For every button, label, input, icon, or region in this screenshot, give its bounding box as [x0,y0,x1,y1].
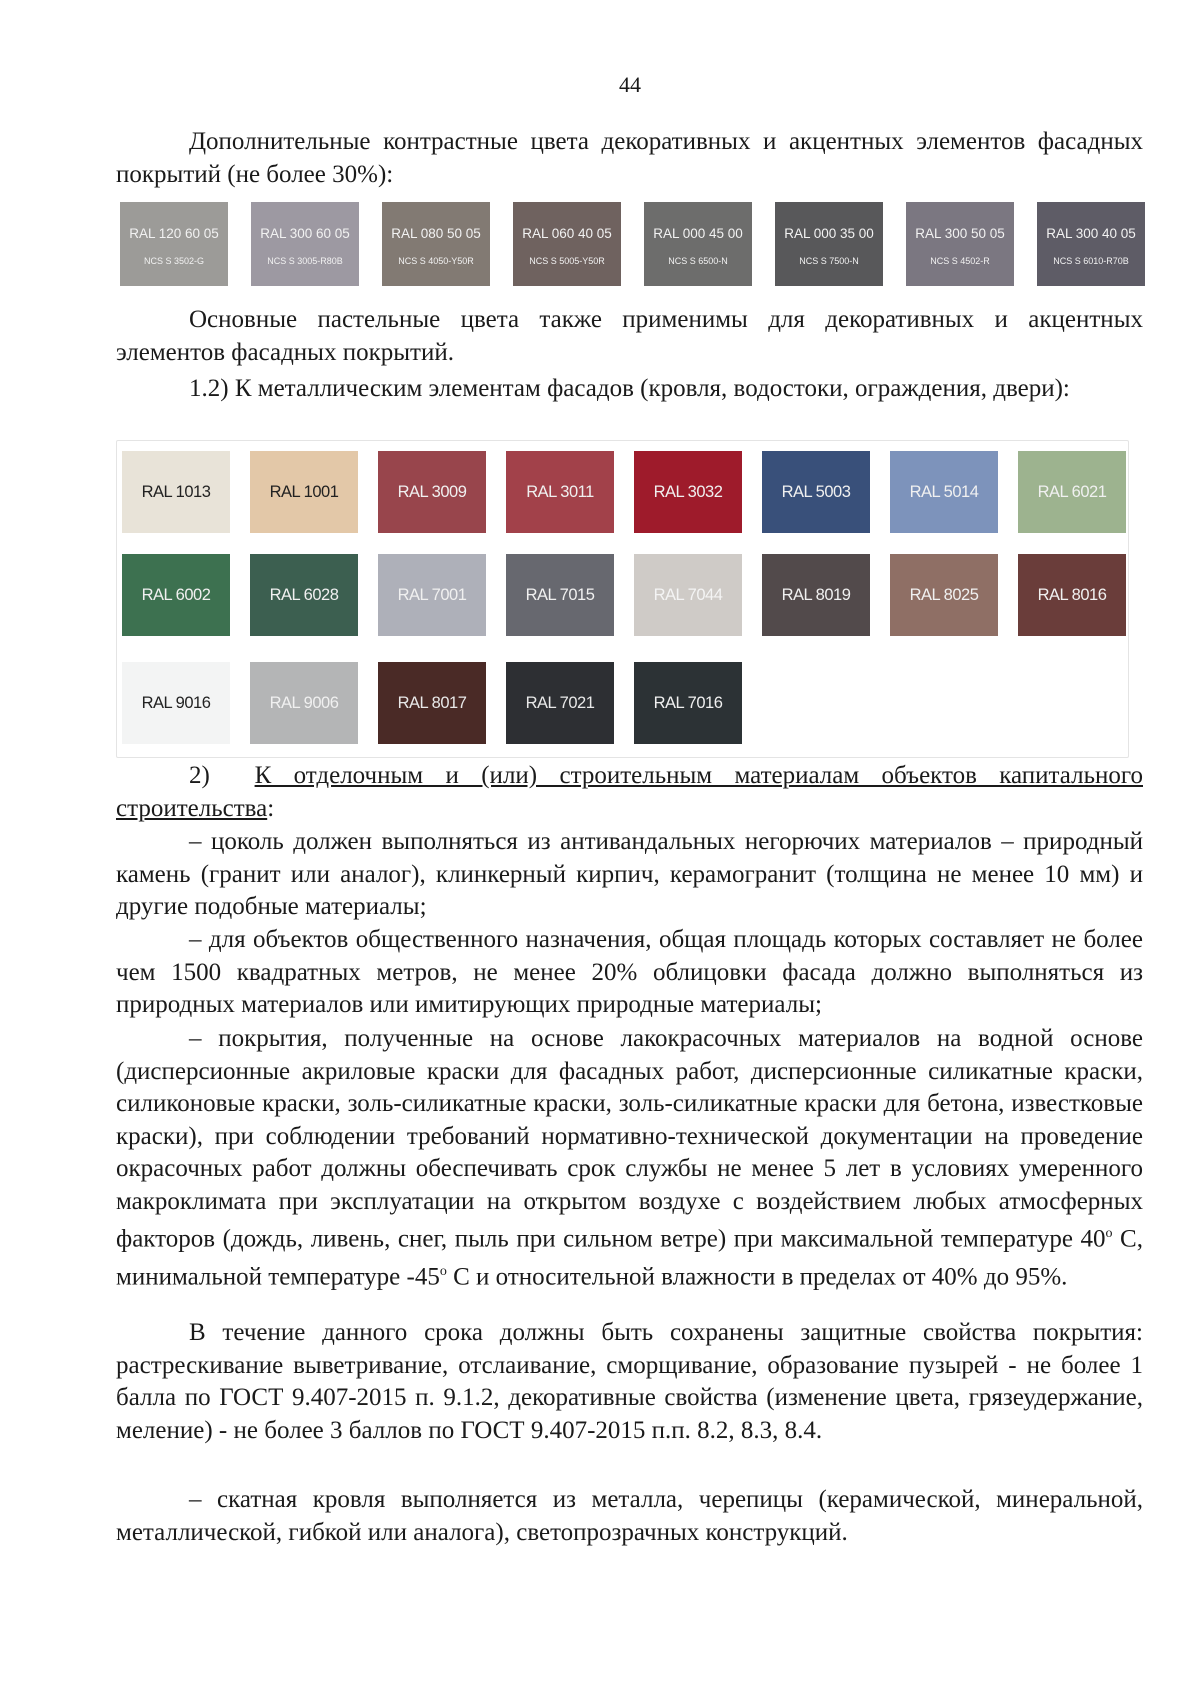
degree-sign-min: o [439,1263,447,1279]
swatch-ncs-code: NCS S 3502-G [143,256,205,266]
swatch-ral-code: RAL 300 40 05 [1046,226,1136,241]
pastel-note: Основные пастельные цвета также применимы для декоративных и акцентных элементов фасадных покрытий. [116,306,1143,366]
metal-swatch: RAL 8016 [1018,554,1126,636]
list-item-plinth: – цоколь должен выполняться из антивандальных негорючих материалов – природный камень (гранит или аналог), клинкерный кирпич, керамогранит (толщина не менее 10 мм) и другие подобные материалы; [116,828,1143,920]
metal-swatch: RAL 1013 [122,451,230,533]
metal-swatch: RAL 7016 [634,662,742,744]
contrast-swatch [513,202,621,286]
protective-properties-paragraph: В течение данного срока должны быть сохранены защитные свойства покрытия: растрескивание выветривание, отслаивание, сморщивание, образование пузырей - не более 1 балла по ГОСТ 9.407-2015 п. 9.1.2, декоративные свойства (изменение цвета, грязеудержание, меление) - не более 3 баллов по ГОСТ 9.407-2015 п.п. 8.2, 8.3, 8.4. [116,1319,1143,1444]
degree-sign-max: o [1105,1226,1113,1241]
metal-swatch: RAL 6002 [122,554,230,636]
swatch-ral-code: RAL 300 60 05 [260,226,350,241]
swatch-ral-code: RAL 000 45 00 [653,226,743,241]
metal-color-palette [116,440,1129,758]
swatch-ncs-code: NCS S 6010-R70B [1053,256,1129,266]
swatch-ncs-code: NCS S 4502-R [930,256,990,266]
contrast-swatch [1037,202,1145,286]
metal-swatch: RAL 5014 [890,451,998,533]
page-number: 44 [619,72,641,97]
contrast-swatch [644,202,752,286]
coatings-text-b: С, минимальной температуре -45 [116,1225,1143,1291]
metal-swatch: RAL 7044 [634,554,742,636]
metal-swatch: RAL 8025 [890,554,998,636]
section-2-colon: : [267,794,275,822]
list-item-roofing: – скатная кровля выполняется из металла, черепицы (керамической, минеральной, металлической, гибкой или аналога), светопрозрачных конструкций. [116,1486,1143,1546]
intro-paragraph: Дополнительные контрастные цвета декоративных и акцентных элементов фасадных покрытий (не более 30%): [116,128,1143,188]
section-2-heading [116,760,1143,825]
contrast-swatch [382,202,490,286]
metal-swatch: RAL 3032 [634,451,742,533]
metal-swatch: RAL 6028 [250,554,358,636]
swatch-ncs-code: NCS S 6500-N [668,256,728,266]
metal-swatch: RAL 7015 [506,554,614,636]
metal-swatch: RAL 3009 [378,451,486,533]
metal-swatch: RAL 3011 [506,451,614,533]
swatch-ral-code: RAL 120 60 05 [129,226,219,241]
contrast-swatch [906,202,1014,286]
section-2-title: К отделочным и (или) строительным материалам объектов капитального строительства [116,762,1143,822]
metal-swatch: RAL 9016 [122,662,230,744]
swatch-ncs-code: NCS S 4050-Y50R [398,256,474,266]
coatings-text-a: – покрытия, полученные на основе лакокрасочных материалов на водной основе (дисперсионные акриловые краски для фасадных работ, дисперсионные силикатные краски, силиконовые краски, золь-силикатные краски, золь-силикатные краски для бетона, известковые краски), при соблюдении требований нормативно-технической документации на проведение окрасочных работ должны обеспечивать срок службы не менее 5 лет в условиях умеренного макроклимата при эксплуатации на открытом воздухе с воздействием любых атмосферных факторов (дождь, ливень, снег, пыль при сильном ветре) при максимальной температуре 40 [116,1025,1143,1253]
metal-swatch: RAL 6021 [1018,451,1126,533]
contrast-swatch [251,202,359,286]
contrast-swatch [775,202,883,286]
metal-elements-heading: 1.2) К металлическим элементам фасадов (кровля, водостоки, ограждения, двери): [189,375,1070,402]
swatch-ral-code: RAL 060 40 05 [522,226,612,241]
metal-swatch: RAL 1001 [250,451,358,533]
contrast-swatch-row [120,202,1143,286]
metal-swatch: RAL 7001 [378,554,486,636]
swatch-ral-code: RAL 080 50 05 [391,226,481,241]
coatings-text-c: С и относительной влажности в пределах от 40% до 95%. [446,1263,1068,1291]
contrast-swatch [120,202,228,286]
list-item-coatings [116,1023,1143,1294]
metal-swatch: RAL 8019 [762,554,870,636]
swatch-ral-code: RAL 300 50 05 [915,226,1005,241]
swatch-ncs-code: NCS S 3005-R80B [267,256,343,266]
metal-swatch: RAL 5003 [762,451,870,533]
metal-swatch: RAL 7021 [506,662,614,744]
list-item-public-buildings: – для объектов общественного назначения, общая площадь которых составляет не более чем 1500 квадратных метров, не менее 20% облицовки фасада должно выполняться из природных материалов или имитирующих природные материалы; [116,926,1143,1018]
swatch-ral-code: RAL 000 35 00 [784,226,874,241]
metal-swatch: RAL 9006 [250,662,358,744]
metal-swatch: RAL 8017 [378,662,486,744]
section-2-number: 2) [189,762,210,789]
swatch-ncs-code: NCS S 5005-Y50R [529,256,605,266]
swatch-ncs-code: NCS S 7500-N [799,256,859,266]
